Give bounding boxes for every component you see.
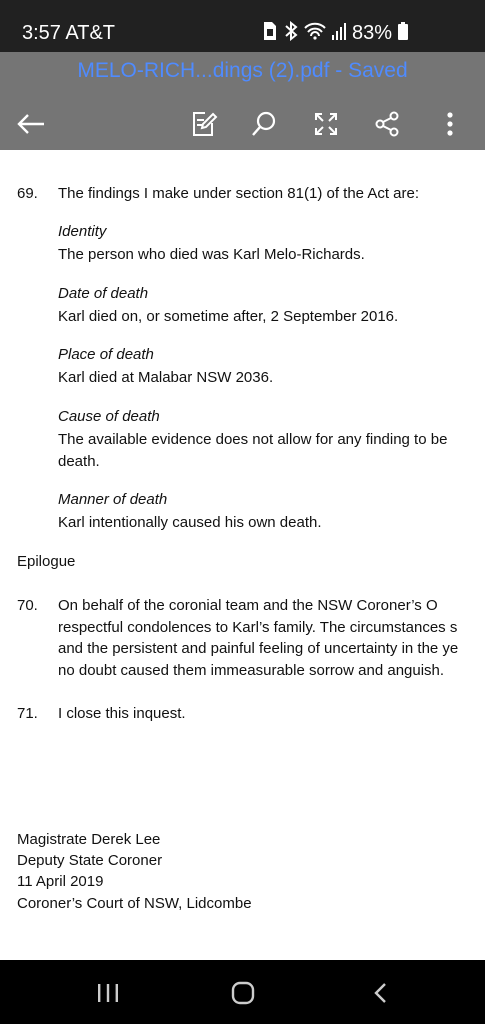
system-back-button[interactable] <box>360 978 400 1008</box>
status-bar <box>0 0 485 52</box>
manner-of-death-heading: Manner of death <box>58 491 168 508</box>
fullscreen-button[interactable] <box>306 104 346 144</box>
cause-of-death-text: death. <box>58 453 100 470</box>
more-options-icon <box>446 111 454 137</box>
paragraph-text: no doubt caused them immeasurable sorrow and anguish. <box>58 662 445 679</box>
paragraph-text: and the persistent and painful feeling of uncertainty in the ye <box>58 640 459 657</box>
pdf-viewer-header <box>0 52 485 150</box>
search-icon <box>250 110 278 138</box>
section-heading-epilogue: Epilogue <box>17 553 76 570</box>
paragraph-number: 71. <box>17 705 38 722</box>
status-icons <box>262 20 408 46</box>
paragraph-number: 70. <box>17 597 38 614</box>
battery-icon <box>398 22 408 45</box>
battery-percent: 83% <box>352 22 393 44</box>
signature-line: 11 April 2019 <box>17 873 104 890</box>
signal-icon <box>332 22 346 45</box>
sim-icon <box>262 21 278 46</box>
back-arrow-icon <box>16 112 46 136</box>
place-of-death-heading: Place of death <box>58 346 154 363</box>
paragraph-text: The findings I make under section 81(1) of the Act are: <box>58 185 420 202</box>
wifi-icon <box>304 22 326 45</box>
cause-of-death-text: The available evidence does not allow for any finding to be <box>58 431 448 448</box>
identity-heading: Identity <box>58 223 107 240</box>
more-options-button[interactable] <box>430 104 470 144</box>
document-title: MELO-RICH...dings (2).pdf - Saved <box>77 59 408 82</box>
signature-line: Magistrate Derek Lee <box>17 831 161 848</box>
edit-button[interactable] <box>184 104 224 144</box>
home-button[interactable] <box>223 978 263 1008</box>
recent-apps-button[interactable] <box>88 978 128 1008</box>
paragraph-text: respectful condolences to Karl’s family. The circumstances s <box>58 619 458 636</box>
cause-of-death-heading: Cause of death <box>58 408 160 425</box>
manner-of-death-text: Karl intentionally caused his own death. <box>58 514 322 531</box>
recent-apps-icon <box>97 983 119 1003</box>
back-icon <box>373 982 387 1004</box>
date-of-death-heading: Date of death <box>58 285 149 302</box>
search-button[interactable] <box>244 104 284 144</box>
share-button[interactable] <box>367 104 407 144</box>
paragraph-text: On behalf of the coronial team and the NSW Coroner’s O <box>58 597 438 614</box>
home-icon <box>231 981 255 1005</box>
date-of-death-text: Karl died on, or sometime after, 2 September 2016. <box>58 308 399 325</box>
bluetooth-icon <box>284 21 298 46</box>
signature-line: Coroner’s Court of NSW, Lidcombe <box>17 895 252 912</box>
navigation-bar <box>0 960 485 1024</box>
share-icon <box>373 110 401 138</box>
paragraph-text: I close this inquest. <box>58 705 186 722</box>
pdf-page[interactable] <box>0 150 485 960</box>
back-button[interactable] <box>11 104 51 144</box>
paragraph-number: 69. <box>17 185 38 202</box>
fullscreen-icon <box>313 111 339 137</box>
status-time: 3:57 AT&T <box>22 22 116 44</box>
place-of-death-text: Karl died at Malabar NSW 2036. <box>58 369 274 386</box>
edit-icon <box>190 110 218 138</box>
signature-line: Deputy State Coroner <box>17 852 163 869</box>
identity-text: The person who died was Karl Melo-Richards. <box>58 246 365 263</box>
